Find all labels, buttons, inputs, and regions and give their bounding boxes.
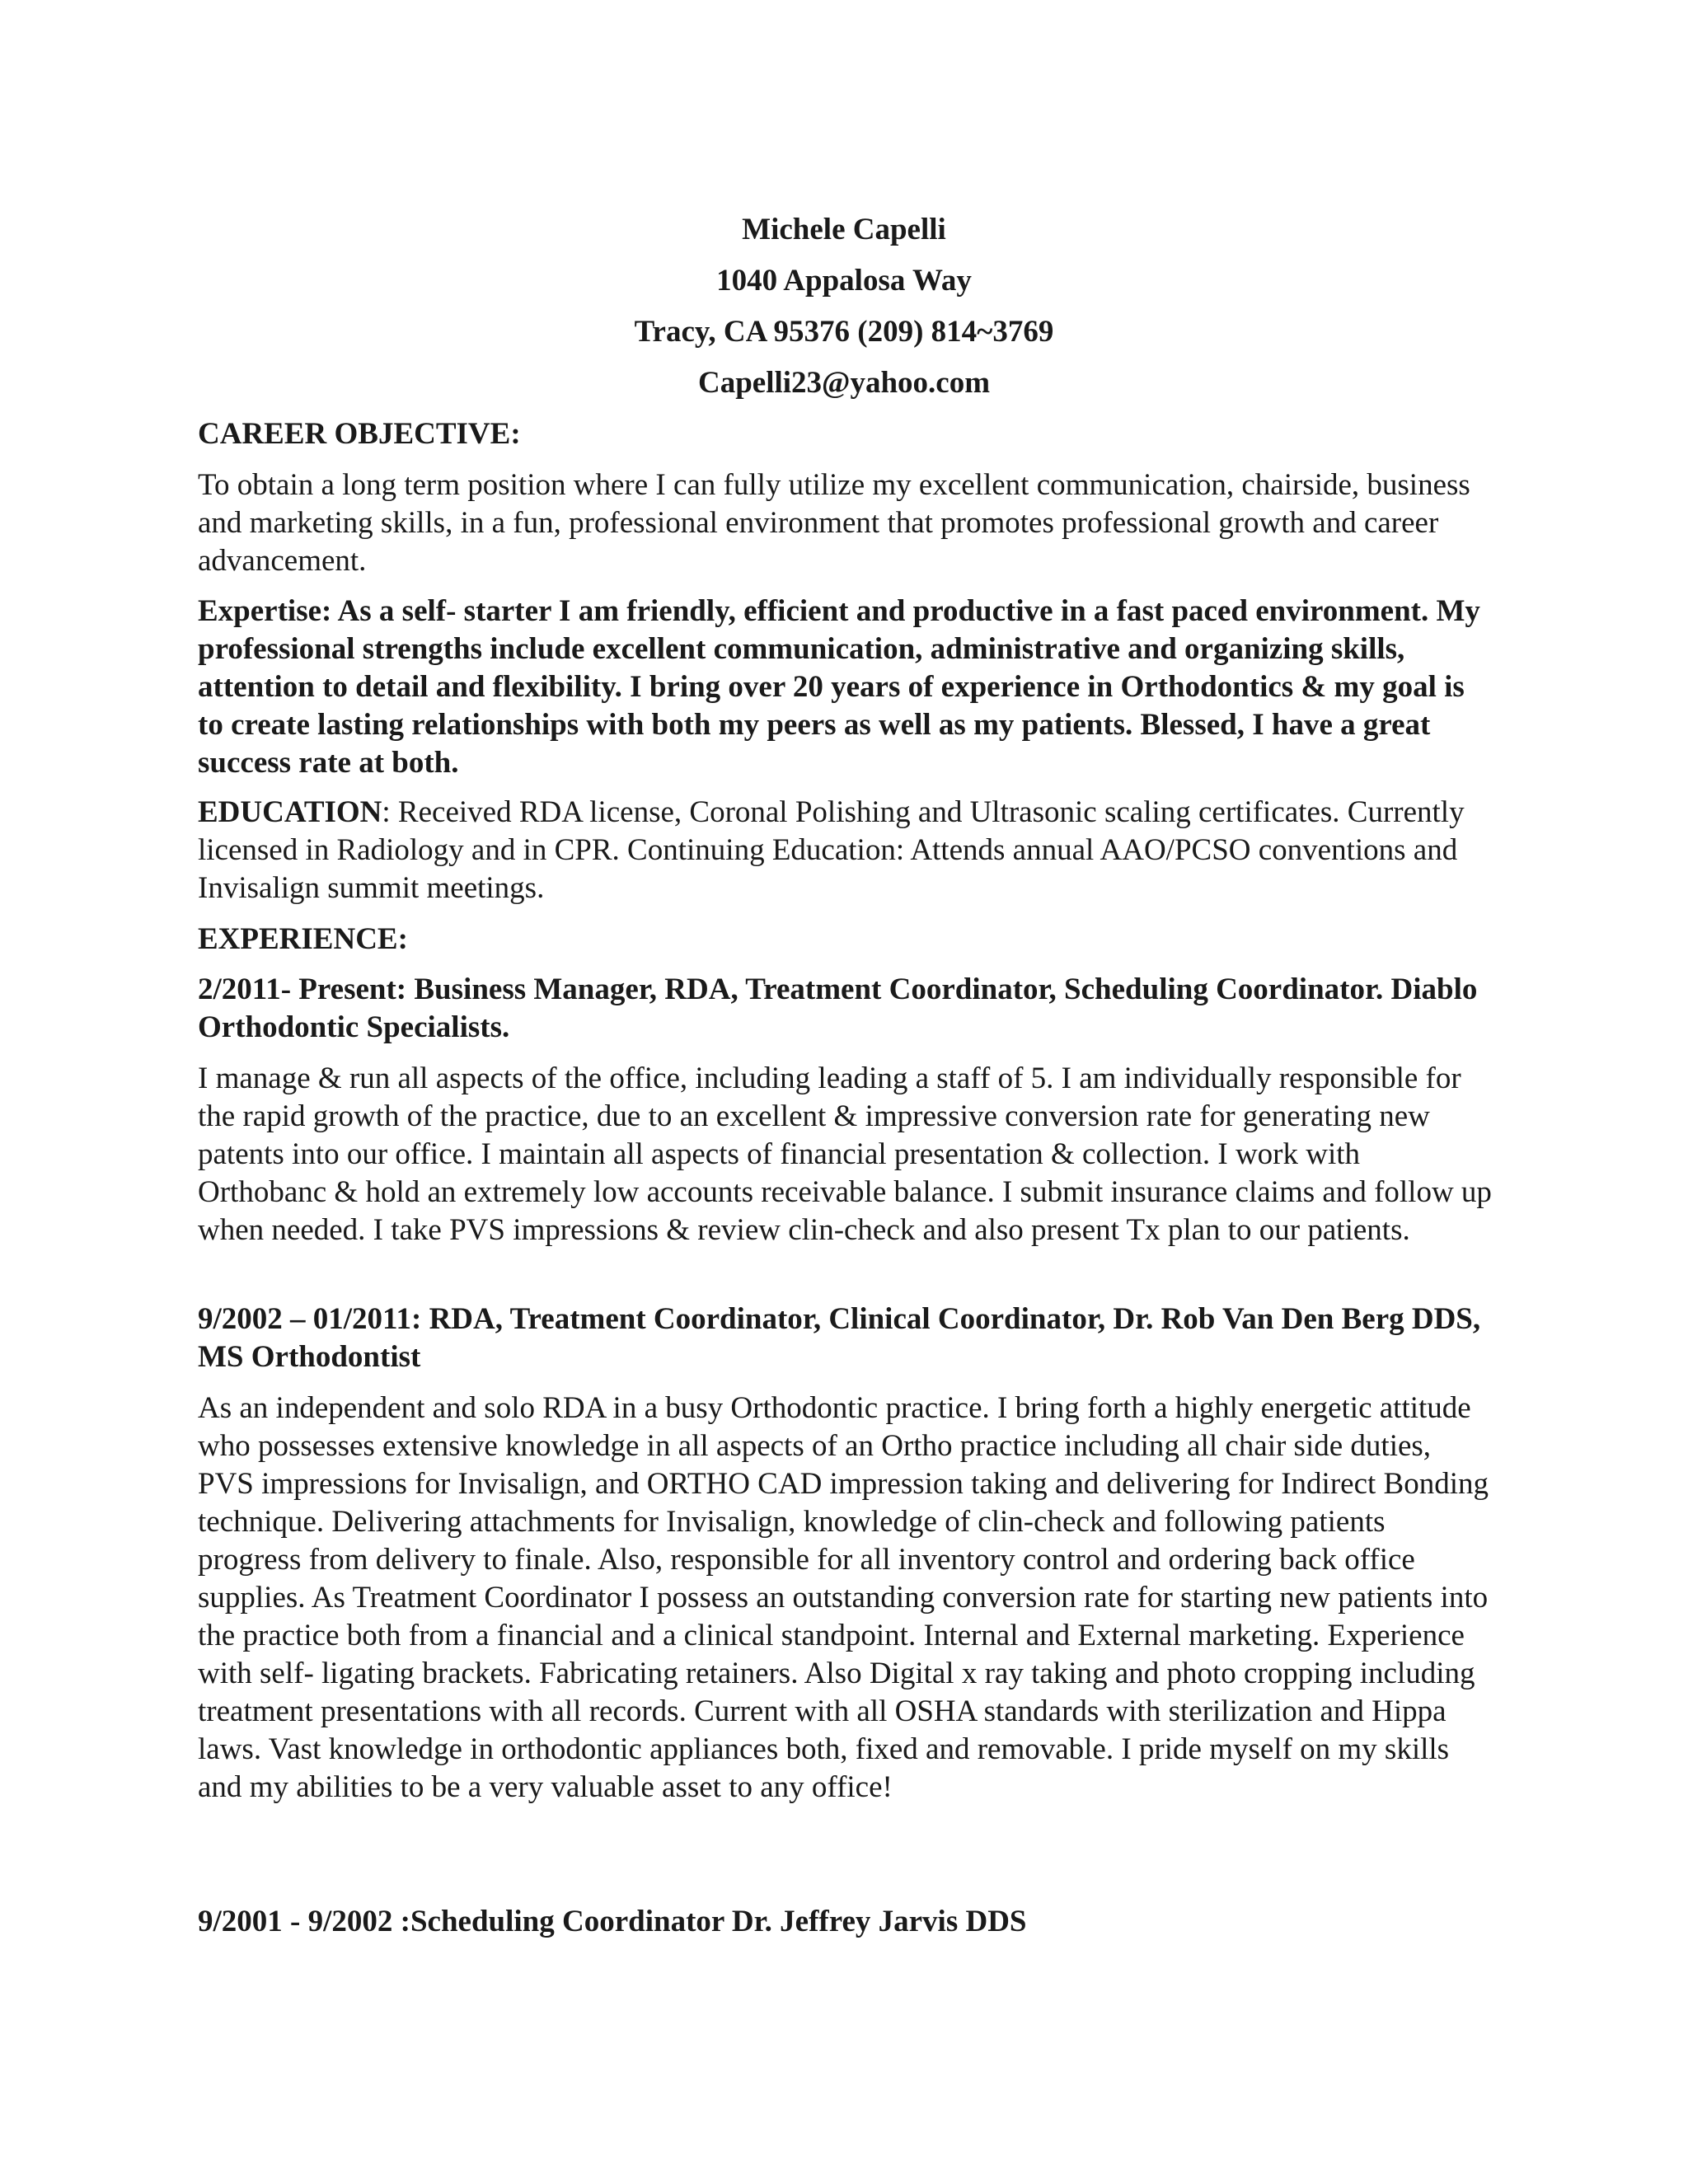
street-address: 1040 Appalosa Way (716, 264, 972, 298)
education-text: : Received RDA license, Coronal Polishing and Ultrasonic scaling certificates. Currently licensed in Radiology and in CPR. Continuing Education: Attends annual AAO/PCSO conventions and Invisalign summit meetings. (198, 795, 1465, 905)
expertise-paragraph: Expertise: As a self- starter I am friendly, efficient and productive in a fast paced environment. My professional strengths include excellent communication, administrative and organizing skills, attention to detail and flexibility. I bring over 20 years of experience in Orthodontics & my goal is to create lasting relationships with both my peers as well as my patients. Blessed, I have a great success rate at both. (198, 594, 1480, 780)
career-objective-text: To obtain a long term position where I can fully utilize my excellent communication, chairside, business and marketing skills, in a fun, professional environment that promotes professional growth and career advancement. (198, 468, 1470, 578)
education-paragraph (198, 794, 1492, 907)
job-description: As an independent and solo RDA in a busy Orthodontic practice. I bring forth a highly energetic attitude who possesses extensive knowledge in all aspects of an Ortho practice including all chair side duties, PVS impressions for Invisalign, and ORTHO CAD impression taking and delivering for Indirect Bonding technique. Delivering attachments for Invisalign, knowledge of clin-check and following patients progress from delivery to finale. Also, responsible for all inventory control and ordering back office supplies. As Treatment Coordinator I possess an outstanding conversion rate for starting new patients into the practice both from a financial and a clinical standpoint. Internal and External marketing. Experience with self- ligating brackets. Fabricating retainers. Also Digital x ray taking and photo cropping including treatment presentations with all records. Current with all OSHA standards with sterilization and Hippa laws. Vast knowledge in orthodontic appliances both, fixed and removable. I pride myself on my skills and my abilities to be a very valuable asset to any office! (198, 1391, 1489, 1804)
candidate-name: Michele Capelli (742, 213, 946, 246)
job-title: 9/2002 – 01/2011: RDA, Treatment Coordinator, Clinical Coordinator, Dr. Rob Van Den Berg DDS, MS Orthodontist (198, 1302, 1481, 1374)
experience-heading: EXPERIENCE: (198, 922, 408, 956)
email-address: Capelli23@yahoo.com (697, 366, 991, 400)
education-label: EDUCATION (198, 795, 382, 829)
job-description: I manage & run all aspects of the office, including leading a staff of 5. I am individually responsible for the rapid growth of the practice, due to an excellent & impressive conversion rate for generating new patents into our office. I maintain all aspects of financial presentation & collection. I work with Orthobanc & hold an extremely low accounts receivable balance. I submit insurance claims and follow up when needed. I take PVS impressions & review clin-check and also present Tx plan to our patients. (198, 1062, 1492, 1247)
job-title: 2/2011- Present: Business Manager, RDA, Treatment Coordinator, Scheduling Coordinator. Diablo Orthodontic Specialists. (198, 972, 1478, 1044)
job-title: 9/2001 - 9/2002 :Scheduling Coordinator Dr. Jeffrey Jarvis DDS (198, 1905, 1027, 1938)
career-objective-heading: CAREER OBJECTIVE: (198, 417, 521, 451)
city-phone: Tracy, CA 95376 (209) 814~3769 (634, 315, 1054, 349)
